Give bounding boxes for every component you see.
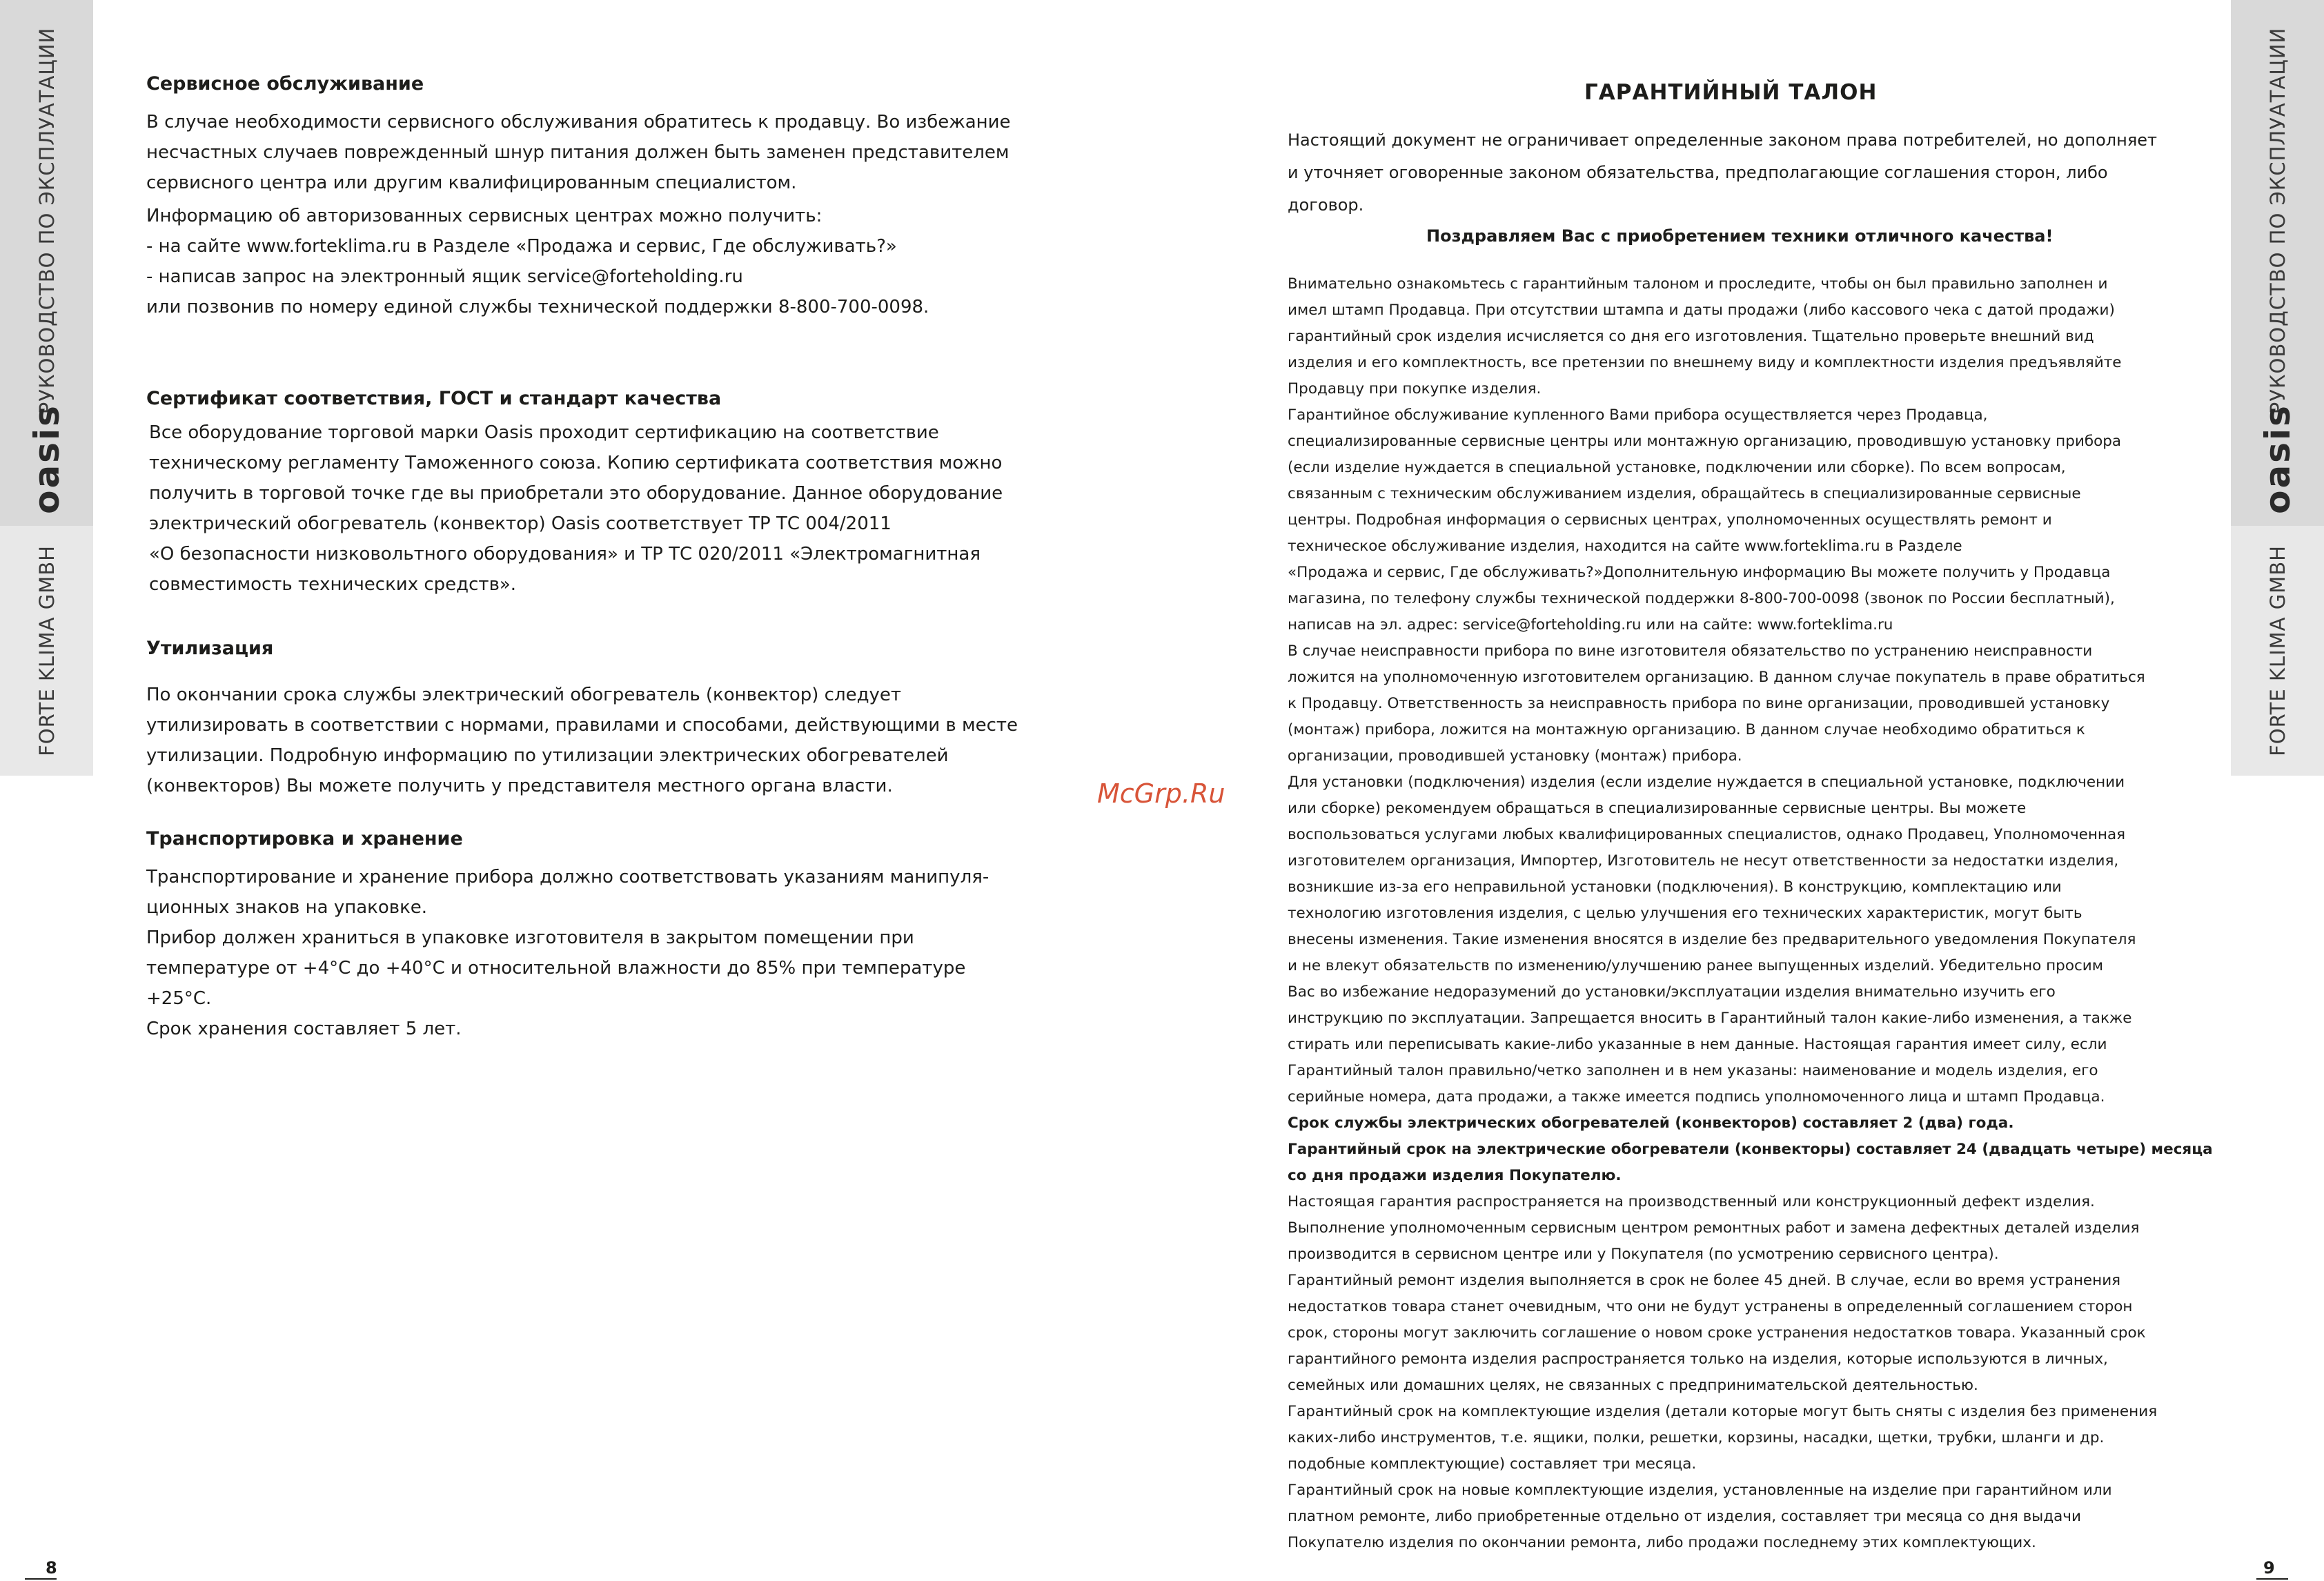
brand-label-left: FORTE KLIMA GMBH [35,545,59,756]
section-paragraph [146,862,1023,1044]
text-line: Информацию об авторизованных сервисных центрах можно получить: [146,206,823,226]
oasis-logo-left: oasis [26,404,67,514]
text-line: (если изделие нуждается в специальной установке, подключении или сборке). По всем вопросам, [1288,459,2066,476]
section-heading: Сервисное обслуживание [146,73,424,95]
section-service [146,73,1023,322]
intro-paragraph [1288,124,2185,222]
section-transport [146,828,1023,1044]
text-line: Вас во избежание недоразумений до установки/эксплуатации изделия внимательно изучить его [1288,983,2056,1001]
brand-label-right: FORTE KLIMA GMBH [2265,545,2289,756]
text-line: к Продавцу. Ответственность за неисправность прибора по вине организации, проводившей установку [1288,695,2110,712]
text-line: Гарантийный талон правильно/четко заполнен и в нем указаны: наименование и модель изделия, его [1288,1062,2098,1079]
text-line: возникшие из-за его неправильной установки (подключения). В конструкцию, комплектацию или [1288,878,2062,896]
text-line: изделия и его комплектность, все претензии по внешнему виду и комплектности изделия предъявляйте [1288,354,2122,371]
watermark-text: McGrp.Ru [1097,778,1225,809]
section-heading: Транспортировка и хранение [146,828,463,850]
section-paragraph [146,107,1023,198]
section-disposal [146,638,1023,801]
bold-text-line: Гарантийный срок на электрические обогреватели (конвекторы) составляет 24 (двадцать четыре) месяца [1288,1141,2213,1158]
text-line: «О безопасности низковольтного оборудования» и ТР ТС 020/2011 «Электромагнитная [149,544,981,564]
text-line: Транспортирование и хранение прибора должно соответствовать указаниям манипуля- [146,867,989,887]
page-number-right-rule [2256,1578,2288,1580]
text-line: В случае необходимости сервисного обслуживания обратитесь к продавцу. Во избежание [146,112,1011,132]
text-line: технологию изготовления изделия, с целью улучшения его технических характеристик, могут быть [1288,905,2082,922]
text-line: совместимость технических средств». [149,574,517,595]
text-line: сервисного центра или другим квалифицированным специалистом. [146,173,797,193]
side-tab-left-top [0,0,93,526]
text-line: внесены изменения. Такие изменения вносятся в изделие без предварительного уведомления Покупателя [1288,931,2136,948]
text-line: Покупателю изделия по окончании ремонта, либо продажи последнему этих комплектующих. [1288,1534,2036,1551]
text-line: утилизировать в соответствии с нормами, правилами и способами, действующими в месте [146,715,1018,736]
text-line: семейных или домашних целях, не связанных с предпринимательской деятельностью. [1288,1377,1978,1394]
text-line: стирать или переписывать какие-либо указанные в нем данные. Настоящая гарантия имеет силу, если [1288,1036,2107,1053]
text-line: Настоящая гарантия распространяется на производственный или конструкционный дефект изделия. [1288,1193,2095,1210]
text-line: Все оборудование торговой марки Oasis проходит сертификацию на соответствие [149,422,939,443]
section-paragraph [146,201,1023,322]
warranty-body [1288,271,2213,1556]
text-line: производится в сервисном центре или у Покупателя (по усмотрению сервисного центра). [1288,1246,1999,1263]
text-line: Прибор должен храниться в упаковке изготовителя в закрытом помещении при [146,927,914,948]
text-line: подобные комплектующие) составляет три месяца. [1288,1455,1697,1473]
section-paragraph [146,418,1023,600]
page-title: ГАРАНТИЙНЫЙ ТАЛОН [1584,80,1878,105]
text-line: связанным с техническим обслуживанием изделия, обращайтесь в специализированные сервисные [1288,485,2081,502]
text-line: получить в торговой точке где вы приобретали это оборудование. Данное оборудование [149,483,1003,504]
text-line: организации, проводившей установку (монтаж) прибора. [1288,747,1742,765]
text-line: В случае неисправности прибора по вине изготовителя обязательство по устранению неисправности [1288,642,2093,660]
text-line: (конвекторов) Вы можете получить у представителя местного органа власти. [146,776,893,796]
text-line: «Продажа и сервис, Где обслуживать?»Дополнительную информацию Вы можете получить у Продавца [1288,564,2111,581]
text-line: имел штамп Продавца. При отсутствии штампа и даты продажи (либо кассового чека с датой продажи) [1288,302,2115,319]
text-line: несчастных случаев поврежденный шнур питания должен быть заменен представителем [146,142,1010,163]
text-line: ционных знаков на упаковке. [146,897,428,918]
text-line: или сборке) рекомендуем обращаться в специализированные сервисные центры. Вы можете [1288,800,2027,817]
text-line: Внимательно ознакомьтесь с гарантийным талоном и проследите, чтобы он был правильно заполнен и [1288,275,2108,293]
text-line: Продавцу при покупке изделия. [1288,380,1542,397]
text-line: температуре от +4°С до +40°С и относительной влажности до 85% при температуре +25°С. [146,958,966,1009]
side-tab-left-bottom [0,526,93,776]
text-line: - на сайте www.forteklima.ru в Разделе «Продажа и сервис, Где обслуживать?» [146,236,897,257]
text-line: Гарантийное обслуживание купленного Вами прибора осуществляется через Продавца, [1288,406,1988,424]
text-line: По окончании срока службы электрический обогреватель (конвектор) следует [146,685,902,705]
text-line: серийные номера, дата продажи, а также имеется подпись уполномоченного лица и штамп Продавца. [1288,1088,2105,1106]
section-heading: Утилизация [146,638,274,659]
text-line: гарантийного ремонта изделия распространяется только на изделия, которые используются в личных, [1288,1351,2108,1368]
text-line: электрический обогреватель (конвектор) Oasis соответствует ТР ТС 004/2011 [149,513,892,534]
page-number-right: 9 [2263,1558,2275,1578]
text-line: центры. Подробная информация о сервисных центрах, уполномоченных осуществлять ремонт и [1288,511,2052,529]
text-line: или позвонив по номеру единой службы технической поддержки 8-800-700-0098. [146,297,929,317]
section-heading: Сертификат соответствия, ГОСТ и стандарт качества [146,388,722,409]
section-paragraph [146,680,1023,801]
bold-text-line: со дня продажи изделия Покупателю. [1288,1167,1622,1184]
text-line: Для установки (подключения) изделия (если изделие нуждается в специальной установке, подключении [1288,774,2125,791]
text-line: воспользоваться услугами любых квалифицированных специалистов, однако Продавец, Уполномоченная [1288,826,2126,843]
page-number-left: 8 [46,1558,57,1578]
text-line: недостатков товара станет очевидным, что они не будут устранены в определенный соглашением сторон [1288,1298,2133,1315]
text-line: Выполнение уполномоченным сервисным центром ремонтных работ и замена дефектных деталей изделия [1288,1219,2140,1237]
bold-text-line: Срок службы электрических обогревателей (конвекторов) составляет 2 (два) года. [1288,1114,2014,1132]
text-line: утилизации. Подробную информацию по утилизации электрических обогревателей [146,745,949,766]
oasis-logo-right: oasis [2257,404,2298,514]
text-line: Срок хранения составляет 5 лет. [146,1019,462,1039]
text-line: Гарантийный ремонт изделия выполняется в срок не более 45 дней. В случае, если во время устранения [1288,1272,2121,1289]
side-tab-right-bottom [2231,526,2324,776]
text-line: написав на эл. адрес: service@forteholding.ru или на сайте: www.forteklima.ru [1288,616,1893,634]
text-line: Гарантийный срок на новые комплектующие изделия, установленные на изделие при гарантийном или [1288,1482,2112,1499]
page-number-left-rule [25,1578,57,1580]
text-line: магазина, по телефону службы технической поддержки 8-800-700-0098 (звонок по России бесплатный), [1288,590,2115,607]
section-certificate [146,388,1023,600]
manual-label-right: РУКОВОДСТВО ПО ЭКСПЛУАТАЦИИ [2265,27,2289,415]
text-line: (монтаж) прибора, ложится на монтажную организацию. В данном случае необходимо обратиться к [1288,721,2085,738]
text-line: - написав запрос на электронный ящик service@forteholding.ru [146,266,743,287]
text-line: Гарантийный срок на комплектующие изделия (детали которые могут быть сняты с изделия без применения [1288,1403,2158,1420]
text-line: и не влекут обязательств по изменению/улучшению ранее выпущенных изделий. Убедительно просим [1288,957,2103,974]
text-line: техническому регламенту Таможенного союза. Копию сертификата соответствия можно [149,453,1003,473]
text-line: договор. [1288,195,1364,215]
text-line: изготовителем организация, Импортер, Изготовитель не несут ответственности за недостатки изделия, [1288,852,2119,870]
text-line: и уточняет оговоренные законом обязательства, предполагающие соглашения сторон, либо [1288,163,2108,182]
text-line: инструкцию по эксплуатации. Запрещается вносить в Гарантийный талон какие-либо изменения, а также [1288,1010,2132,1027]
manual-label-left: РУКОВОДСТВО ПО ЭКСПЛУАТАЦИИ [35,27,59,415]
congratulations-line: Поздравляем Вас с приобретением техники отличного качества! [1426,226,2054,246]
text-line: специализированные сервисные центры или монтажную организацию, проводившую установку прибора [1288,433,2122,450]
text-line: срок, стороны могут заключить соглашение о новом сроке устранения недостатков товара. Указанный срок [1288,1324,2146,1342]
text-line: каких-либо инструментов, т.е. ящики, полки, решетки, корзины, насадки, щетки, трубки, шланги и др. [1288,1429,2105,1446]
text-line: Настоящий документ не ограничивает определенные законом права потребителей, но дополняет [1288,130,2158,150]
side-tab-right-top [2231,0,2324,526]
text-line: гарантийный срок изделия исчисляется со дня его изготовления. Тщательно проверьте внешний вид [1288,328,2094,345]
text-line: техническое обслуживание изделия, находится на сайте www.forteklima.ru в Разделе [1288,538,1962,555]
text-line: ложится на уполномоченную изготовителем организацию. В данном случае покупатель в праве обратиться [1288,669,2145,686]
text-line: платном ремонте, либо приобретенные отдельно от изделия, составляет три месяца со дня выдачи [1288,1508,2081,1525]
